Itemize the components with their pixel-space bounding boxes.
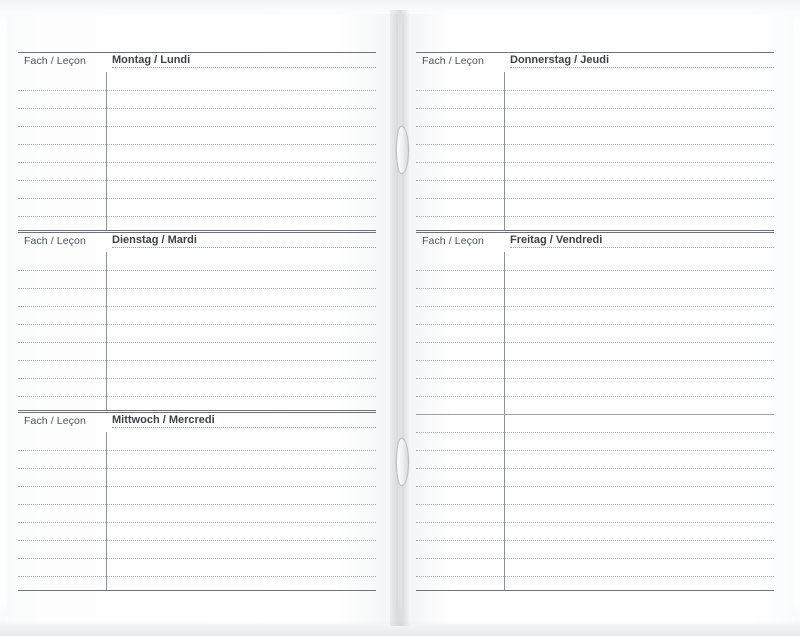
- ruled-line: [18, 486, 376, 487]
- ruled-line: [18, 162, 376, 163]
- ruled-line: [416, 396, 774, 397]
- ruled-line: [18, 540, 376, 541]
- day-name-dotted-rule: [112, 67, 376, 68]
- writing-area[interactable]: [416, 252, 774, 590]
- day-block-thursday: [416, 52, 774, 230]
- day-name: Freitag / Vendredi: [510, 234, 605, 246]
- ruled-line: [416, 180, 774, 181]
- ruled-line: [18, 306, 376, 307]
- day-block-tuesday: [18, 232, 376, 410]
- ruled-line: [416, 270, 774, 271]
- day-header-row: [416, 52, 774, 72]
- ruled-line: [416, 126, 774, 127]
- day-name-dotted-rule: [510, 247, 774, 248]
- ruled-line: [416, 324, 774, 325]
- ruled-line: [416, 198, 774, 199]
- subject-column-label: Fach / Leçon: [24, 55, 86, 67]
- day-header-row: [416, 232, 774, 252]
- writing-area[interactable]: [18, 72, 376, 230]
- ruled-line: [18, 288, 376, 289]
- ruled-line: [18, 360, 376, 361]
- ruled-line: [416, 468, 774, 469]
- ruled-line: [416, 216, 774, 217]
- column-divider: [106, 252, 107, 410]
- day-name: Mittwoch / Mercredi: [112, 414, 218, 426]
- day-name: Montag / Lundi: [112, 54, 193, 66]
- day-name: Dienstag / Mardi: [112, 234, 200, 246]
- right-page-column: [416, 0, 788, 636]
- ruled-line: [416, 108, 774, 109]
- subject-column-label: Fach / Leçon: [24, 235, 86, 247]
- ruled-line: [18, 468, 376, 469]
- day-header-row: [18, 52, 376, 72]
- ruled-line: [18, 396, 376, 397]
- day-name: Donnerstag / Jeudi: [510, 54, 612, 66]
- writing-area[interactable]: [18, 252, 376, 410]
- ruled-line: [18, 504, 376, 505]
- ruled-line: [416, 162, 774, 163]
- left-page-column: [18, 0, 390, 636]
- day-name-dotted-rule: [510, 67, 774, 68]
- day-name-dotted-rule: [112, 247, 376, 248]
- ruled-line: [18, 198, 376, 199]
- writing-area[interactable]: [18, 432, 376, 590]
- subject-column-label: Fach / Leçon: [422, 55, 484, 67]
- ruled-line: [18, 522, 376, 523]
- column-divider: [106, 72, 107, 230]
- block-bottom-rule: [18, 590, 376, 591]
- ruled-line: [18, 90, 376, 91]
- ruled-line: [18, 270, 376, 271]
- ruled-line: [18, 450, 376, 451]
- ruled-line: [416, 486, 774, 487]
- subject-column-label: Fach / Leçon: [24, 415, 86, 427]
- ruled-line: [416, 504, 774, 505]
- column-divider: [504, 72, 505, 230]
- ruled-line: [18, 576, 376, 577]
- ruled-line: [416, 432, 774, 433]
- ruled-line: [18, 126, 376, 127]
- ruled-line: [416, 360, 774, 361]
- ruled-line: [18, 180, 376, 181]
- ruled-line: [416, 144, 774, 145]
- ruled-line: [18, 558, 376, 559]
- day-block-wednesday: [18, 412, 376, 590]
- column-divider: [106, 432, 107, 590]
- day-header-row: [18, 232, 376, 252]
- ruled-line: [18, 324, 376, 325]
- ruled-line: [416, 288, 774, 289]
- day-name-dotted-rule: [112, 427, 376, 428]
- ruled-line: [416, 414, 774, 415]
- ruled-line: [416, 558, 774, 559]
- subject-column-label: Fach / Leçon: [422, 235, 484, 247]
- block-bottom-rule: [416, 590, 774, 591]
- block-bottom-rule: [18, 230, 376, 231]
- ruled-line: [18, 216, 376, 217]
- ruled-line: [416, 306, 774, 307]
- day-block-monday: [18, 52, 376, 230]
- ruled-line: [416, 450, 774, 451]
- block-bottom-rule: [18, 410, 376, 411]
- ruled-line: [18, 108, 376, 109]
- ruled-line: [416, 90, 774, 91]
- ruled-line: [18, 342, 376, 343]
- ruled-line: [416, 522, 774, 523]
- ruled-line: [416, 576, 774, 577]
- block-bottom-rule: [416, 230, 774, 231]
- day-header-row: [18, 412, 376, 432]
- ruled-line: [416, 540, 774, 541]
- spine-gutter: [390, 10, 410, 626]
- ruled-line: [416, 342, 774, 343]
- ruled-line: [416, 378, 774, 379]
- day-block-friday: [416, 232, 774, 590]
- ruled-line: [18, 378, 376, 379]
- ruled-line: [18, 144, 376, 145]
- writing-area[interactable]: [416, 72, 774, 230]
